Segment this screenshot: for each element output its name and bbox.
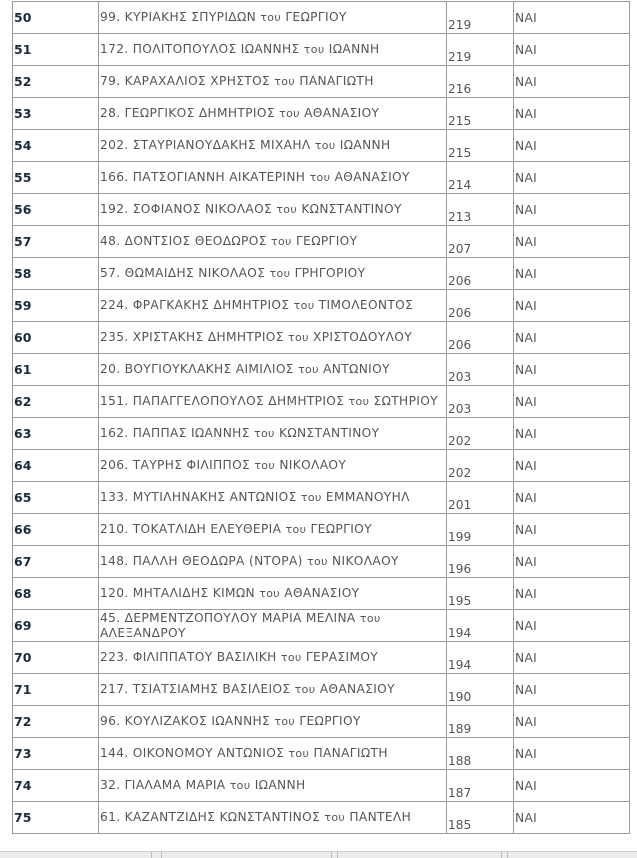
patronymic-prefix: του — [254, 459, 276, 472]
patronymic-prefix: του — [314, 139, 336, 152]
patronymic-prefix: του — [300, 491, 322, 504]
candidate-cell — [99, 354, 447, 386]
table-row — [13, 482, 630, 514]
table-row — [13, 290, 630, 322]
rank-cell: 71 — [13, 674, 99, 706]
candidate-cell — [99, 610, 447, 642]
table-row — [13, 162, 630, 194]
candidate-name: 224. ΦΡΑΓΚΑΚΗΣ ΔΗΜΗΤΡΙΟΣ — [100, 298, 290, 312]
candidate-cell — [99, 514, 447, 546]
candidate-name: 217. ΤΣΙΑΤΣΙΑΜΗΣ ΒΑΣΙΛΕΙΟΣ — [100, 682, 291, 696]
father-name: ΑΝΤΩΝΙΟΥ — [323, 362, 390, 376]
father-name: ΚΩΝΣΤΑΝΤΙΝΟΥ — [301, 202, 402, 216]
candidate-cell — [99, 578, 447, 610]
candidate-name: 99. ΚΥΡΙΑΚΗΣ ΣΠΥΡΙΔΩΝ — [100, 10, 257, 24]
votes-cell: 187 — [447, 770, 514, 802]
votes-cell: 190 — [447, 674, 514, 706]
candidate-name: 151. ΠΑΠΑΓΓΕΛΟΠΟΥΛΟΣ ΔΗΜΗΤΡΙΟΣ — [100, 394, 345, 408]
table-row — [13, 322, 630, 354]
candidate-name: 120. ΜΗΤΑΛΙΔΗΣ ΚΙΜΩΝ — [100, 586, 256, 600]
father-name: ΕΜΜΑΝΟΥΗΛ — [325, 490, 410, 504]
elected-cell: ΝΑΙ — [514, 2, 630, 34]
rank-cell: 63 — [13, 418, 99, 450]
table-row — [13, 546, 630, 578]
candidate-cell — [99, 34, 447, 66]
father-name: ΑΛΕΞΑΝΔΡΟΥ — [100, 625, 186, 640]
rank-cell: 50 — [13, 2, 99, 34]
votes-cell: 206 — [447, 322, 514, 354]
votes-cell: 206 — [447, 258, 514, 290]
candidate-cell — [99, 738, 447, 770]
rank-cell: 68 — [13, 578, 99, 610]
elected-cell: ΝΑΙ — [514, 610, 630, 642]
candidate-cell — [99, 322, 447, 354]
elected-cell: ΝΑΙ — [514, 674, 630, 706]
father-name: ΑΘΑΝΑΣΙΟΥ — [304, 106, 380, 120]
candidate-name: 206. ΤΑΥΡΗΣ ΦΙΛΙΠΠΟΣ — [100, 458, 251, 472]
candidate-name: 202. ΣΤΑΥΡΙΑΝΟΥΔΑΚΗΣ ΜΙΧΑΗΛ — [100, 138, 311, 152]
rank-cell: 69 — [13, 610, 99, 642]
votes-cell: 206 — [447, 290, 514, 322]
candidate-cell — [99, 66, 447, 98]
votes-cell: 203 — [447, 386, 514, 418]
elected-cell: ΝΑΙ — [514, 770, 630, 802]
patronymic-prefix: του — [298, 363, 319, 376]
patronymic-prefix: του — [285, 523, 307, 536]
rank-cell: 55 — [13, 162, 99, 194]
candidate-name: 235. ΧΡΙΣΤΑΚΗΣ ΔΗΜΗΤΡΙΟΣ — [100, 330, 284, 344]
candidate-name: 166. ΠΑΤΣΟΓΙΑΝΝΗ ΑΙΚΑΤΕΡΙΝΗ — [100, 170, 306, 184]
father-name: ΙΩΑΝΝΗ — [254, 778, 306, 792]
patronymic-prefix: του — [288, 747, 310, 760]
rank-cell: 59 — [13, 290, 99, 322]
candidate-name: 79. ΚΑΡΑΧΑΛΙΟΣ ΧΡΗΣΤΟΣ — [100, 74, 271, 88]
votes-cell: 195 — [447, 578, 514, 610]
rank-cell: 62 — [13, 386, 99, 418]
patronymic-prefix: του — [274, 715, 296, 728]
table-row — [13, 706, 630, 738]
table-row — [13, 226, 630, 258]
votes-cell: 216 — [447, 66, 514, 98]
candidate-name: 144. ΟΙΚΟΝΟΜΟΥ ΑΝΤΩΝΙΟΣ — [100, 746, 285, 760]
candidate-name: 172. ΠΟΛΙΤΟΠΟΥΛΟΣ ΙΩΑΝΝΗΣ — [100, 42, 300, 56]
candidate-name: 48. ΔΟΝΤΣΙΟΣ ΘΕΟΔΩΡΟΣ — [100, 234, 267, 248]
rank-cell: 54 — [13, 130, 99, 162]
elected-cell: ΝΑΙ — [514, 578, 630, 610]
elected-cell: ΝΑΙ — [514, 514, 630, 546]
candidate-cell — [99, 706, 447, 738]
votes-cell: 202 — [447, 450, 514, 482]
father-name: ΝΙΚΟΛΑΟΥ — [332, 554, 399, 568]
elected-cell: ΝΑΙ — [514, 546, 630, 578]
father-name: ΑΘΑΝΑΣΙΟΥ — [319, 682, 395, 696]
rank-cell: 58 — [13, 258, 99, 290]
elected-cell: ΝΑΙ — [514, 226, 630, 258]
patronymic-prefix: του — [259, 587, 281, 600]
rank-cell: 65 — [13, 482, 99, 514]
father-name: ΠΑΝΑΓΙΩΤΗ — [299, 74, 374, 88]
father-name: ΓΕΩΡΓΙΟΥ — [310, 522, 372, 536]
father-name: ΧΡΙΣΤΟΔΟΥΛΟΥ — [313, 330, 413, 344]
status-bar-segment — [338, 852, 502, 858]
candidate-cell — [99, 418, 447, 450]
candidate-cell — [99, 674, 447, 706]
rank-cell: 57 — [13, 226, 99, 258]
father-name: ΓΡΗΓΟΡΙΟΥ — [294, 266, 366, 280]
rank-cell: 60 — [13, 322, 99, 354]
elected-cell: ΝΑΙ — [514, 418, 630, 450]
candidate-cell — [99, 194, 447, 226]
elected-cell: ΝΑΙ — [514, 386, 630, 418]
elected-cell: ΝΑΙ — [514, 66, 630, 98]
votes-cell: 215 — [447, 130, 514, 162]
votes-cell: 203 — [447, 354, 514, 386]
rank-cell: 72 — [13, 706, 99, 738]
table-row — [13, 674, 630, 706]
father-name: ΓΕΩΡΓΙΟΥ — [285, 10, 347, 24]
votes-cell: 194 — [447, 642, 514, 674]
table-row — [13, 34, 630, 66]
status-bar-segment — [162, 852, 332, 858]
candidate-name: 96. ΚΟΥΛΙΖΑΚΟΣ ΙΩΑΝΝΗΣ — [100, 714, 271, 728]
table-row — [13, 354, 630, 386]
elected-cell: ΝΑΙ — [514, 450, 630, 482]
table-row — [13, 514, 630, 546]
candidate-cell — [99, 162, 447, 194]
patronymic-prefix: του — [307, 555, 328, 568]
patronymic-prefix: του — [270, 235, 292, 248]
patronymic-prefix: του — [279, 107, 300, 120]
patronymic-prefix: του — [309, 171, 331, 184]
elected-cell: ΝΑΙ — [514, 290, 630, 322]
status-bar-segment — [0, 852, 152, 858]
father-name: ΝΙΚΟΛΑΟΥ — [279, 458, 347, 472]
votes-cell: 194 — [447, 610, 514, 642]
table-row — [13, 258, 630, 290]
father-name: ΚΩΝΣΤΑΝΤΙΝΟΥ — [279, 426, 380, 440]
elected-cell: ΝΑΙ — [514, 258, 630, 290]
votes-cell: 207 — [447, 226, 514, 258]
candidate-name: 133. ΜΥΤΙΛΗΝΑΚΗΣ ΑΝΤΩΝΙΟΣ — [100, 490, 297, 504]
status-bar-segment — [152, 852, 162, 858]
elected-cell: ΝΑΙ — [514, 34, 630, 66]
elected-cell: ΝΑΙ — [514, 98, 630, 130]
candidate-name: 223. ΦΙΛΙΠΠΑΤΟΥ ΒΑΣΙΛΙΚΗ — [100, 650, 277, 664]
candidate-name: 192. ΣΟΦΙΑΝΟΣ ΝΙΚΟΛΑΟΣ — [100, 202, 273, 216]
candidate-name: 210. ΤΟΚΑΤΛΙΔΗ ΕΛΕΥΘΕΡΙΑ — [100, 522, 282, 536]
candidate-cell — [99, 642, 447, 674]
candidate-name: 61. ΚΑΖΑΝΤΖΙΔΗΣ ΚΩΝΣΤΑΝΤΙΝΟΣ — [100, 810, 321, 824]
father-name: ΙΩΑΝΝΗ — [328, 42, 380, 56]
rank-cell: 64 — [13, 450, 99, 482]
candidate-cell — [99, 802, 447, 834]
father-name: ΓΕΡΑΣΙΜΟΥ — [305, 650, 379, 664]
votes-cell: 185 — [447, 802, 514, 834]
candidate-name: 148. ΠΑΛΛΗ ΘΕΟΔΩΡΑ (ΝΤΟΡΑ) — [100, 554, 303, 568]
votes-cell: 214 — [447, 162, 514, 194]
results-table-body — [13, 2, 630, 834]
table-row — [13, 2, 630, 34]
table-row — [13, 450, 630, 482]
votes-cell: 189 — [447, 706, 514, 738]
candidate-cell — [99, 290, 447, 322]
rank-cell: 56 — [13, 194, 99, 226]
father-name: ΓΕΩΡΓΙΟΥ — [299, 714, 361, 728]
patronymic-prefix: του — [288, 331, 309, 344]
elected-cell: ΝΑΙ — [514, 738, 630, 770]
candidate-cell — [99, 226, 447, 258]
candidate-name: 162. ΠΑΠΠΑΣ ΙΩΑΝΝΗΣ — [100, 426, 250, 440]
votes-cell: 215 — [447, 98, 514, 130]
votes-cell: 196 — [447, 546, 514, 578]
status-bar — [0, 851, 637, 858]
elected-cell: ΝΑΙ — [514, 194, 630, 226]
candidate-name: 32. ΓΙΑΛΑΜΑ ΜΑΡΙΑ — [100, 778, 226, 792]
elected-cell: ΝΑΙ — [514, 354, 630, 386]
candidate-cell — [99, 2, 447, 34]
table-row — [13, 130, 630, 162]
rank-cell: 52 — [13, 66, 99, 98]
candidate-name: 28. ΓΕΩΡΓΙΚΟΣ ΔΗΜΗΤΡΙΟΣ — [100, 106, 275, 120]
father-name: ΣΩΤΗΡΙΟΥ — [373, 394, 438, 408]
elected-cell: ΝΑΙ — [514, 322, 630, 354]
elected-cell: ΝΑΙ — [514, 162, 630, 194]
votes-cell: 201 — [447, 482, 514, 514]
candidate-cell — [99, 770, 447, 802]
table-row — [13, 194, 630, 226]
table-row — [13, 738, 630, 770]
elected-cell: ΝΑΙ — [514, 130, 630, 162]
father-name: ΠΑΝΤΕΛΗ — [349, 810, 412, 824]
candidate-cell — [99, 98, 447, 130]
candidate-name: 45. ΔΕΡΜΕΝΤΖΟΠΟΥΛΟΥ ΜΑΡΙΑ ΜΕΛΙΝΑ — [100, 610, 356, 625]
table-row — [13, 98, 630, 130]
table-row — [13, 66, 630, 98]
father-name: ΠΑΝΑΓΙΩΤΗ — [313, 746, 388, 760]
votes-cell: 219 — [447, 2, 514, 34]
patronymic-prefix: του — [274, 75, 296, 88]
elected-cell: ΝΑΙ — [514, 482, 630, 514]
candidate-name: 20. ΒΟΥΓΙΟΥΚΛΑΚΗΣ ΑΙΜΙΛΙΟΣ — [100, 362, 294, 376]
candidate-cell — [99, 258, 447, 290]
patronymic-prefix: του — [348, 395, 370, 408]
rank-cell: 51 — [13, 34, 99, 66]
patronymic-prefix: του — [294, 683, 316, 696]
patronymic-prefix: του — [253, 427, 275, 440]
candidate-cell — [99, 386, 447, 418]
votes-cell: 199 — [447, 514, 514, 546]
rank-cell: 73 — [13, 738, 99, 770]
table-row — [13, 386, 630, 418]
table-row — [13, 642, 630, 674]
patronymic-prefix: του — [276, 203, 298, 216]
table-row — [13, 770, 630, 802]
votes-cell: 213 — [447, 194, 514, 226]
table-row — [13, 578, 630, 610]
rank-cell: 67 — [13, 546, 99, 578]
father-name: ΤΙΜΟΛΕΟΝΤΟΣ — [318, 298, 414, 312]
votes-cell: 219 — [447, 34, 514, 66]
rank-cell: 66 — [13, 514, 99, 546]
table-row — [13, 802, 630, 834]
rank-cell: 74 — [13, 770, 99, 802]
status-bar-segment — [502, 852, 508, 858]
elected-cell: ΝΑΙ — [514, 706, 630, 738]
patronymic-prefix: του — [293, 299, 315, 312]
patronymic-prefix: του — [269, 267, 291, 280]
candidate-name: 57. ΘΩΜΑΙΔΗΣ ΝΙΚΟΛΑΟΣ — [100, 266, 266, 280]
elected-cell: ΝΑΙ — [514, 642, 630, 674]
patronymic-prefix: του — [359, 611, 381, 625]
patronymic-prefix: του — [260, 11, 282, 24]
patronymic-prefix: του — [324, 811, 346, 824]
rank-cell: 61 — [13, 354, 99, 386]
table-row — [13, 610, 630, 642]
father-name: ΓΕΩΡΓΙΟΥ — [296, 234, 358, 248]
patronymic-prefix: του — [303, 43, 325, 56]
candidate-cell — [99, 450, 447, 482]
candidate-cell — [99, 482, 447, 514]
votes-cell: 202 — [447, 418, 514, 450]
candidate-cell — [99, 130, 447, 162]
father-name: ΙΩΑΝΝΗ — [339, 138, 391, 152]
patronymic-prefix: του — [229, 779, 251, 792]
candidate-cell — [99, 546, 447, 578]
rank-cell: 53 — [13, 98, 99, 130]
rank-cell: 75 — [13, 802, 99, 834]
father-name: ΑΘΑΝΑΣΙΟΥ — [334, 170, 410, 184]
rank-cell: 70 — [13, 642, 99, 674]
patronymic-prefix: του — [280, 651, 302, 664]
father-name: ΑΘΑΝΑΣΙΟΥ — [284, 586, 360, 600]
elected-cell: ΝΑΙ — [514, 802, 630, 834]
results-table — [12, 1, 630, 834]
table-row — [13, 418, 630, 450]
votes-cell: 188 — [447, 738, 514, 770]
